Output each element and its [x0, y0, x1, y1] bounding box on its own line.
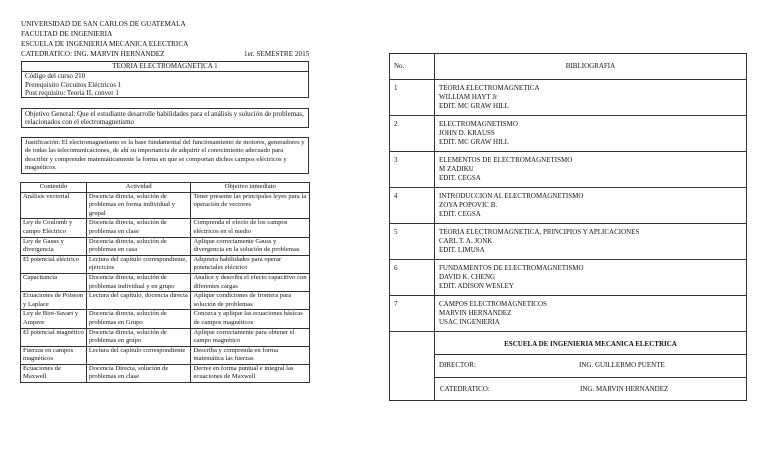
biblio-row: [390, 188, 747, 224]
table-row: [21, 364, 310, 382]
content-cell: Ley de Coulomb y campo Eléctrico: [21, 219, 87, 237]
biblio-no-header: No.: [390, 54, 435, 80]
activity-cell: Lectura del capítulo correspondiente: [86, 346, 191, 364]
objective-cell: Comprenda el efecto de los campos eléctricos en el medio: [191, 219, 310, 237]
course-postrequisite: Post requisito: Teoria II, conver 1: [25, 89, 119, 98]
book-author: M ZADIKU: [439, 165, 474, 173]
objective-cell: Analice y describa el efecto capacitivo con diferentes cargas: [191, 273, 310, 291]
content-cell: Ley de Biot-Savart y Ampere: [21, 310, 87, 328]
biblio-number: 5: [390, 224, 435, 260]
table-row: [21, 310, 310, 328]
content-cell: El potencial eléctrico: [21, 255, 87, 273]
column-header: Actividad: [86, 183, 191, 193]
biblio-row: [390, 116, 747, 152]
book-title: ELEMENTOS DE ELECTROMAGNETISMO: [439, 156, 573, 164]
activity-cell: Docencia directa, solución de problemas en forma individual y grupal: [86, 192, 191, 219]
objective-cell: Derive en forma puntual e integral las ecuaciones de Maxwell: [191, 364, 310, 382]
biblio-row: [390, 80, 747, 116]
school-name: ESCUELA DE INGENIERIA MECANICA ELECTRICA: [21, 40, 189, 48]
professor-name: CATEDRATICO: ING. MARVIN HERNANDEZ: [21, 50, 165, 58]
book-author: MARVIN HERNANDEZ: [439, 309, 512, 317]
biblio-title-header: BIBLIOGRAFIA: [435, 54, 747, 80]
table-row: [21, 237, 310, 255]
biblio-row: [390, 224, 747, 260]
biblio-entry: [435, 152, 747, 188]
biblio-header-row: [390, 54, 747, 80]
book-publisher: EDIT. MC GRAW HILL: [439, 102, 509, 110]
activity-cell: Docencia Directa, solución de problemas en clase: [86, 364, 191, 382]
biblio-entry: [435, 80, 747, 116]
table-row: [21, 292, 310, 310]
book-author: CARL T. A. JONK: [439, 237, 493, 245]
biblio-footer-empty: [390, 332, 435, 401]
content-cell: Análisis vectorial: [21, 192, 87, 219]
book-title: TEORIA ELECTROMAGNETICA: [439, 84, 540, 92]
column-header: Objetivo inmediato: [191, 183, 310, 193]
book-title: INTRODUCCION AL ELECTROMAGNETISMO: [439, 192, 584, 200]
course-prerequisite: Prerequisito Circuitos Eléctricos 1: [25, 80, 122, 89]
objective-cell: Describa y comprenda en forma matemática las fuerzas: [191, 346, 310, 364]
book-title: CAMPOS ELECTROMAGNETICOS: [439, 300, 547, 308]
book-title: ELECTROMAGNETISMO: [439, 120, 518, 128]
course-title: TEORIA ELECTROMAGNETICA 1: [22, 62, 308, 72]
biblio-number: 2: [390, 116, 435, 152]
content-cell: Ecuaciones de Poisson y Laplace: [21, 292, 87, 310]
objective-cell: Aplique correctamente para obtener el campo magnético: [191, 328, 310, 346]
content-cell: Capacitancia: [21, 273, 87, 291]
biblio-footer-row: [390, 332, 747, 401]
activity-cell: Docencia directa, solución de problemas individual y en grupo: [86, 273, 191, 291]
objective-cell: Conozca y aplique las ecuaciones básicas de campos magnéticos: [191, 310, 310, 328]
book-author: ZOYA POPOVIC B.: [439, 201, 498, 209]
book-author: DAVID K. CHENG: [439, 273, 496, 281]
justification: Justificación: El electromagnetismo es la base fundamental del funcionamiento de motores, generadores y de todas las telecomunicaciones, de ahí su importancia de adquirir el conocimiento adecuado para describir y comprender matemáticamente la forma en que se comportan dichos campos eléctricos y magnéticos.: [21, 137, 309, 174]
objective-cell: Tener presente las principales leyes para la operación de vectores: [191, 192, 310, 219]
book-publisher: USAC INGENIERIA: [439, 318, 500, 326]
biblio-number: 6: [390, 260, 435, 296]
biblio-footer: [435, 332, 747, 401]
table-row: [21, 346, 310, 364]
bibliography-table: [389, 53, 747, 401]
biblio-entry: [435, 260, 747, 296]
objective-cell: Aplique condiciones de frontera para solución de problemas: [191, 292, 310, 310]
book-publisher: EDIT. CEGSA: [439, 174, 481, 182]
catedratico-name: ING. MARVIN HERNANDEZ: [580, 385, 669, 393]
column-header: Contenido: [21, 183, 87, 193]
table-row: [21, 328, 310, 346]
activity-cell: Docencia directa, solución de problemas en Grupo: [86, 310, 191, 328]
content-table: [20, 182, 310, 383]
objective-cell: Aplique correctamente Gauss y divergencia en la solución de problemas: [191, 237, 310, 255]
content-cell: Ecuaciones de Maxwell: [21, 364, 87, 382]
director-name: ING. GUILLERMO PUENTE: [579, 361, 665, 369]
table-header-row: [21, 183, 310, 193]
book-publisher: EDIT. MC GRAW HILL: [439, 138, 509, 146]
book-author: WILLIAM HAYT Jr: [439, 93, 498, 101]
footer-school-name: ESCUELA DE INGENIERIA MECANICA ELECTRICA: [504, 340, 677, 348]
biblio-row: [390, 152, 747, 188]
professor-line: [21, 50, 311, 60]
director-line: [434, 354, 747, 378]
table-row: [21, 219, 310, 237]
biblio-number: 3: [390, 152, 435, 188]
book-publisher: EDIT. ADISON WESLEY: [439, 282, 514, 290]
book-publisher: EDIT. LIMUSA: [439, 246, 485, 254]
biblio-row: [390, 260, 747, 296]
book-title: FUNDAMENTOS DE ELECTROMAGNETISMO: [439, 264, 584, 272]
university-name: UNIVERSIDAD DE SAN CARLOS DE GUATEMALA: [21, 20, 186, 28]
content-cell: Fuerzas en campos magnéticos: [21, 346, 87, 364]
activity-cell: Docencia directa, solución de problemas en casa: [86, 237, 191, 255]
activity-cell: Docencia directa, solución de problemas en grupo: [86, 328, 191, 346]
activity-cell: Docencia directa, solución de problemas en clase: [86, 219, 191, 237]
document-header: [21, 20, 311, 60]
biblio-entry: [435, 224, 747, 260]
table-row: [21, 192, 310, 219]
biblio-number: 1: [390, 80, 435, 116]
book-title: TEORIA ELECTROMAGNETICA, PRINCIPIOS Y APLICACIONES: [439, 228, 640, 236]
objective-cell: Adquiera habilidades para operar potenciales eléctrico: [191, 255, 310, 273]
biblio-entry: [435, 296, 747, 332]
book-publisher: EDIT. CEGSA: [439, 210, 481, 218]
catedratico-label: CATEDRATICO:: [440, 385, 490, 393]
catedratico-line: [435, 378, 746, 400]
biblio-entry: [435, 116, 747, 152]
activity-cell: Lectura del capítulo, docencia directa: [86, 292, 191, 310]
content-cell: Ley de Gauss y divergencia: [21, 237, 87, 255]
content-cell: El potencial magnético: [21, 328, 87, 346]
faculty-name: FACULTAD DE INGENIERIA: [21, 30, 113, 38]
director-label: DIRECTOR:: [439, 361, 476, 369]
general-objective: Objetivo General: Que el estudiante desarrolle habilidades para el análisis y solución de problemas, relacionados con el electromagnetismo: [21, 108, 309, 128]
course-info-box: [21, 61, 309, 98]
biblio-entry: [435, 188, 747, 224]
biblio-row: [390, 296, 747, 332]
semester: 1er. SEMESTRE 2015: [244, 50, 310, 58]
table-row: [21, 255, 310, 273]
course-code: Código del curso 210: [25, 72, 86, 80]
biblio-number: 4: [390, 188, 435, 224]
table-row: [21, 273, 310, 291]
activity-cell: Lectura del capítulo correspondiente, ejercicios: [86, 255, 191, 273]
book-author: JOHN D. KRAUSS: [439, 129, 495, 137]
biblio-number: 7: [390, 296, 435, 332]
